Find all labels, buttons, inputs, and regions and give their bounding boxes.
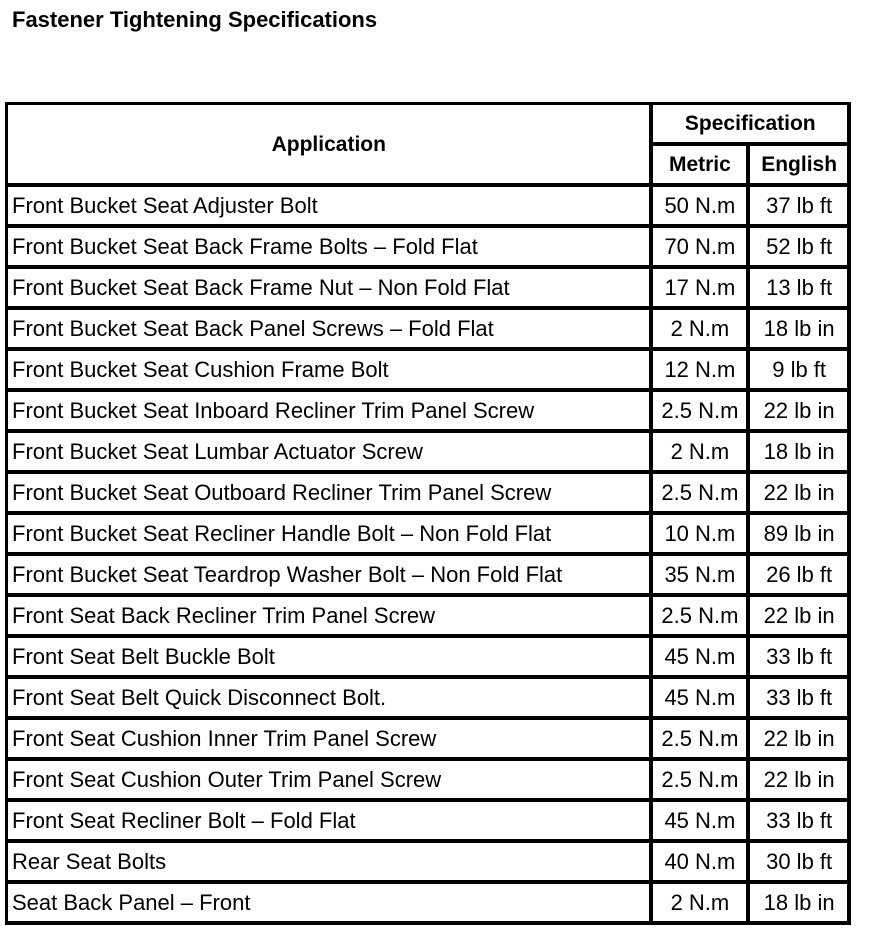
metric-cell: 50 N.m bbox=[653, 187, 751, 228]
english-cell: 13 lb ft bbox=[750, 269, 851, 310]
metric-header: Metric bbox=[653, 146, 751, 187]
application-cell: Front Bucket Seat Adjuster Bolt bbox=[8, 187, 653, 228]
application-cell: Front Bucket Seat Inboard Recliner Trim Panel Screw bbox=[8, 392, 653, 433]
metric-cell: 2.5 N.m bbox=[653, 392, 751, 433]
english-cell: 30 lb ft bbox=[750, 843, 851, 884]
english-cell: 18 lb in bbox=[750, 433, 851, 474]
table-row bbox=[8, 597, 851, 638]
english-cell: 9 lb ft bbox=[750, 351, 851, 392]
application-cell: Front Seat Belt Quick Disconnect Bolt. bbox=[8, 679, 653, 720]
application-cell: Front Seat Cushion Inner Trim Panel Screw bbox=[8, 720, 653, 761]
application-cell: Front Bucket Seat Back Panel Screws – Fold Flat bbox=[8, 310, 653, 351]
metric-cell: 35 N.m bbox=[653, 556, 751, 597]
metric-cell: 70 N.m bbox=[653, 228, 751, 269]
metric-cell: 12 N.m bbox=[653, 351, 751, 392]
application-cell: Front Seat Back Recliner Trim Panel Screw bbox=[8, 597, 653, 638]
metric-cell: 2.5 N.m bbox=[653, 597, 751, 638]
english-cell: 18 lb in bbox=[750, 310, 851, 351]
table-row bbox=[8, 638, 851, 679]
table-row bbox=[8, 679, 851, 720]
application-cell: Front Bucket Seat Back Frame Bolts – Fold Flat bbox=[8, 228, 653, 269]
english-cell: 22 lb in bbox=[750, 761, 851, 802]
table-row bbox=[8, 269, 851, 310]
application-cell: Front Bucket Seat Cushion Frame Bolt bbox=[8, 351, 653, 392]
table-row bbox=[8, 310, 851, 351]
application-cell: Front Bucket Seat Back Frame Nut – Non Fold Flat bbox=[8, 269, 653, 310]
table-row bbox=[8, 187, 851, 228]
metric-cell: 2 N.m bbox=[653, 433, 751, 474]
application-cell: Seat Back Panel – Front bbox=[8, 884, 653, 925]
table-row bbox=[8, 351, 851, 392]
english-cell: 52 lb ft bbox=[750, 228, 851, 269]
metric-cell: 40 N.m bbox=[653, 843, 751, 884]
application-cell: Front Bucket Seat Recliner Handle Bolt – Non Fold Flat bbox=[8, 515, 653, 556]
english-cell: 22 lb in bbox=[750, 392, 851, 433]
table-body bbox=[8, 187, 851, 925]
table-row bbox=[8, 802, 851, 843]
fastener-spec-table bbox=[5, 102, 851, 925]
english-cell: 33 lb ft bbox=[750, 679, 851, 720]
english-cell: 22 lb in bbox=[750, 597, 851, 638]
table-row bbox=[8, 228, 851, 269]
application-cell: Rear Seat Bolts bbox=[8, 843, 653, 884]
metric-cell: 10 N.m bbox=[653, 515, 751, 556]
page-title: Fastener Tightening Specifications bbox=[12, 7, 378, 32]
english-cell: 33 lb ft bbox=[750, 802, 851, 843]
metric-cell: 2 N.m bbox=[653, 310, 751, 351]
application-cell: Front Bucket Seat Outboard Recliner Trim Panel Screw bbox=[8, 474, 653, 515]
english-cell: 37 lb ft bbox=[750, 187, 851, 228]
metric-cell: 2.5 N.m bbox=[653, 474, 751, 515]
english-cell: 22 lb in bbox=[750, 474, 851, 515]
table-row bbox=[8, 515, 851, 556]
table-row bbox=[8, 761, 851, 802]
english-header: English bbox=[750, 146, 851, 187]
table-row bbox=[8, 556, 851, 597]
table-row bbox=[8, 433, 851, 474]
metric-cell: 2.5 N.m bbox=[653, 720, 751, 761]
english-cell: 22 lb in bbox=[750, 720, 851, 761]
metric-cell: 45 N.m bbox=[653, 638, 751, 679]
metric-cell: 45 N.m bbox=[653, 679, 751, 720]
specification-header: Specification bbox=[653, 105, 851, 146]
metric-cell: 2.5 N.m bbox=[653, 761, 751, 802]
application-cell: Front Bucket Seat Teardrop Washer Bolt – Non Fold Flat bbox=[8, 556, 653, 597]
header-row-top bbox=[8, 105, 851, 146]
metric-cell: 45 N.m bbox=[653, 802, 751, 843]
english-cell: 18 lb in bbox=[750, 884, 851, 925]
application-cell: Front Seat Cushion Outer Trim Panel Screw bbox=[8, 761, 653, 802]
application-cell: Front Seat Recliner Bolt – Fold Flat bbox=[8, 802, 653, 843]
metric-cell: 17 N.m bbox=[653, 269, 751, 310]
english-cell: 33 lb ft bbox=[750, 638, 851, 679]
application-cell: Front Seat Belt Buckle Bolt bbox=[8, 638, 653, 679]
english-cell: 89 lb in bbox=[750, 515, 851, 556]
application-header: Application bbox=[8, 105, 653, 187]
metric-cell: 2 N.m bbox=[653, 884, 751, 925]
table-row bbox=[8, 843, 851, 884]
table-row bbox=[8, 720, 851, 761]
application-cell: Front Bucket Seat Lumbar Actuator Screw bbox=[8, 433, 653, 474]
table-row bbox=[8, 392, 851, 433]
table-row bbox=[8, 474, 851, 515]
table-row bbox=[8, 884, 851, 925]
english-cell: 26 lb ft bbox=[750, 556, 851, 597]
